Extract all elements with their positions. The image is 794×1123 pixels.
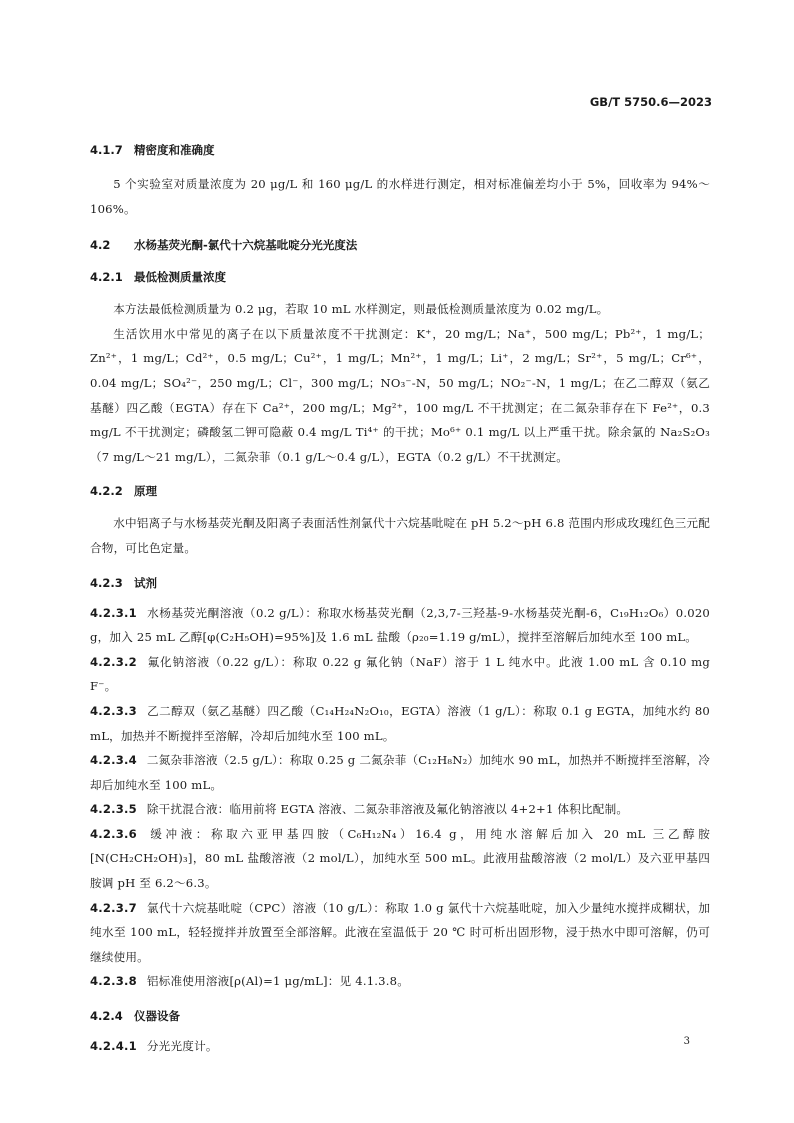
paragraph: 生活饮用水中常见的离子在以下质量浓度不干扰测定：K⁺，20 mg/L；Na⁺，500 mg/L；Pb²⁺，1 mg/L；Zn²⁺，1 mg/L；Cd²⁺，0.5 mg/L；Cu²⁺，1 mg/L；Mn²⁺，1 mg/L；Li⁺，2 mg/L；Sr²⁺，5 mg/L；Cr⁶⁺，0.04 mg/L；SO₄²⁻，250 mg/L；Cl⁻，300 mg/L；NO₃⁻-N，50 mg/L；NO₂⁻-N，1 mg/L；在乙二醇双（氨乙基醚）四乙酸（EGTA）存在下 Ca²⁺，200 mg/L；Mg²⁺，100 mg/L 不干扰测定；在二氮杂菲存在下 Fe²⁺，0.3 mg/L 不干扰测定；磷酸氢二钾可隐蔽 0.4 mg/L Ti⁴⁺ 的干扰；Mo⁶⁺ 0.1 mg/L 以上严重干扰。除余氯的 Na₂S₂O₃（7 mg/L～21 mg/L），二氮杂菲（0.1 g/L～0.4 g/L），EGTA（0.2 g/L）不干扰测定。 xyxy=(90,326,710,464)
heading-4-1-7: 4.1.7 精密度和准确度 xyxy=(90,143,215,157)
clause: 4.2.3.8 铝标准使用溶液[ρ(Al)=1 μg/mL]：见 4.1.3.8。 xyxy=(90,974,409,989)
page-number: 3 xyxy=(683,1036,690,1047)
clause: 4.2.3.7 氯代十六烷基吡啶（CPC）溶液（10 g/L）：称取 1.0 g 氯代十六烷基吡啶，加入少量纯水搅拌成糊状，加纯水至 100 mL，轻轻搅拌并放置至全部溶解。此液在室温低于 20 ℃ 时可析出固形物，浸于热水中即可溶解，仍可继续使用。 xyxy=(90,900,710,964)
heading-4-2-4: 4.2.4 仪器设备 xyxy=(90,1009,180,1024)
heading-4-2-1: 4.2.1 最低检测质量浓度 xyxy=(90,270,226,285)
clause: 4.2.3.4 二氮杂菲溶液（2.5 g/L）：称取 0.25 g 二氮杂菲（C₁₂H₈N₂）加纯水 90 mL，加热并不断搅拌至溶解，冷却后加纯水至 100 mL。 xyxy=(90,753,710,792)
clause: 4.2.3.3 乙二醇双（氨乙基醚）四乙酸（C₁₄H₂₄N₂O₁₀，EGTA）溶液（1 g/L）：称取 0.1 g EGTA，加纯水约 80 mL，加热并不断搅拌至溶解，冷却后加纯水至 100 mL。 xyxy=(90,703,710,743)
standard-code: GB/T 5750.6—2023 xyxy=(589,95,712,109)
reagent-list xyxy=(90,601,710,995)
clause: 4.2.3.2 氟化钠溶液（0.22 g/L）：称取 0.22 g 氟化钠（NaF）溶于 1 L 纯水中。此液 1.00 mL 含 0.10 mg F⁻。 xyxy=(90,654,710,694)
heading-4-2: 4.2 水杨基荧光酮-氯代十六烷基吡啶分光光度法 xyxy=(90,238,358,253)
clause: 4.2.4.1 分光光度计。 xyxy=(90,1039,218,1054)
heading-4-2-3: 4.2.3 试剂 xyxy=(90,575,157,590)
heading-4-2-2: 4.2.2 原理 xyxy=(90,484,157,499)
clause: 4.2.3.1 水杨基荧光酮溶液（0.2 g/L）：称取水杨基荧光酮（2,3,7-三羟基-9-水杨基荧光酮-6，C₁₉H₁₂O₆）0.020 g，加入 25 mL 乙醇[φ(C₂H₅OH)=95%]及 1.6 mL 盐酸（ρ₂₀=1.19 g/mL），搅拌至溶解后加纯水至 100 mL。 xyxy=(90,605,710,645)
paragraph: 本方法最低检测质量为 0.2 μg，若取 10 mL 水样测定，则最低检测质量浓度为 0.02 mg/L。 xyxy=(113,302,609,317)
document-body xyxy=(90,140,710,1059)
clause: 4.2.3.6 缓冲液：称取六亚甲基四胺（C₆H₁₂N₄）16.4 g，用纯水溶解后加入 20 mL 三乙醇胺[N(CH₂CH₂OH)₃]，80 mL 盐酸溶液（2 mol/L），加纯水至 500 mL。此液用盐酸溶液（2 mol/L）及六亚甲基四胺调 pH 至 6.2～6.3。 xyxy=(90,826,710,891)
clause: 4.2.3.5 除干扰混合液：临用前将 EGTA 溶液、二氮杂菲溶液及氟化钠溶液以 4+2+1 体积比配制。 xyxy=(90,802,629,817)
paragraph: 5 个实验室对质量浓度为 20 μg/L 和 160 μg/L 的水样进行测定，相对标准偏差均小于 5%，回收率为 94%～106%。 xyxy=(90,177,710,216)
paragraph: 水中铝离子与水杨基荧光酮及阳离子表面活性剂氯代十六烷基吡啶在 pH 5.2～pH 6.8 范围内形成玫瑰红色三元配合物，可比色定量。 xyxy=(90,516,710,555)
